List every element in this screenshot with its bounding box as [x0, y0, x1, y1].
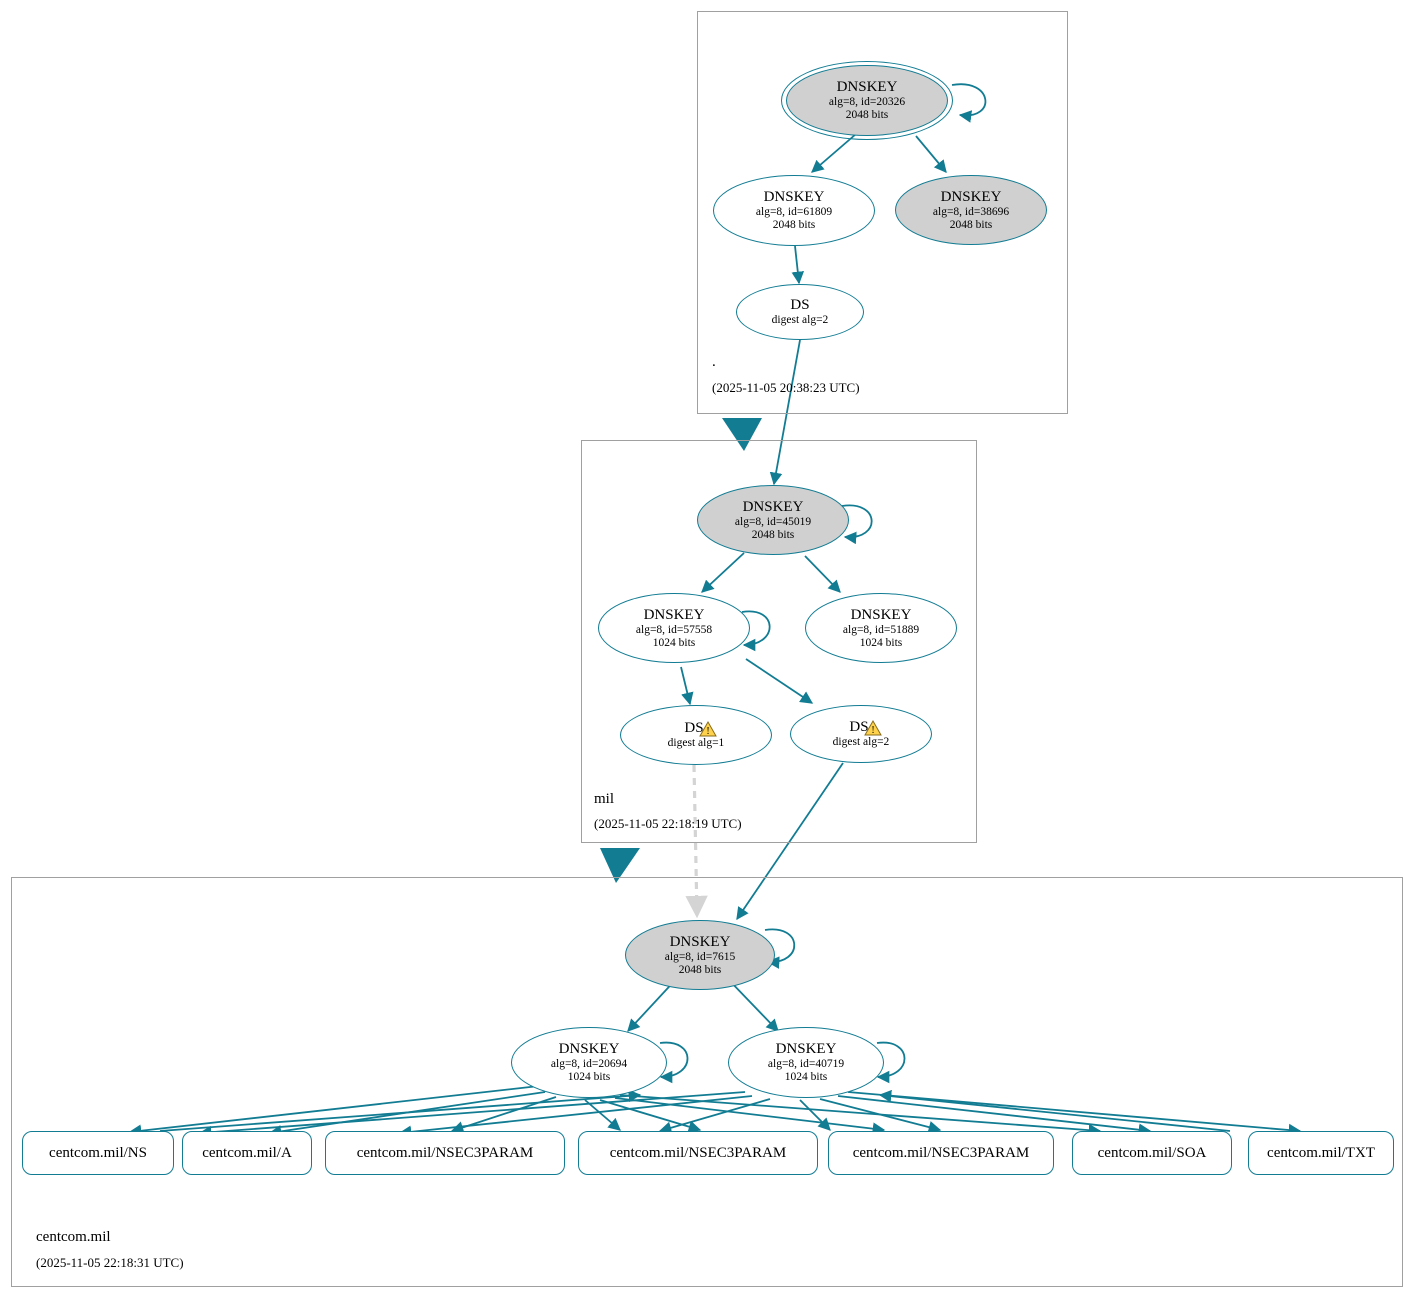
rrset-centcom-mil-soa[interactable]: [1072, 1131, 1232, 1175]
node-alg-label: alg=8, id=61809: [755, 206, 833, 218]
node-dnskey-root-38696[interactable]: [895, 175, 1047, 245]
svg-text:!: !: [870, 724, 875, 736]
node-type-label: DNSKEY: [669, 933, 731, 950]
node-type-label: DNSKEY: [850, 606, 912, 623]
rrset-centcom-mil-nsec3param-1[interactable]: [325, 1131, 565, 1175]
node-type-label: DNSKEY: [763, 189, 825, 205]
node-bits-label: 1024 bits: [859, 636, 903, 649]
node-alg-label: alg=8, id=20326: [828, 96, 906, 108]
rrset-label: centcom.mil/A: [202, 1144, 292, 1161]
rrset-centcom-mil-a[interactable]: [182, 1131, 312, 1175]
zone-label-root-name: .: [712, 354, 716, 370]
node-ds-mil-alg2[interactable]: [790, 705, 932, 763]
node-bits-label: 2048 bits: [845, 109, 889, 121]
ds-label-row: [684, 720, 710, 737]
node-bits-label: 2048 bits: [772, 219, 816, 231]
node-dnskey-root-zsk-61809[interactable]: [713, 175, 875, 246]
node-dnskey-mil-zsk-51889[interactable]: [805, 593, 957, 663]
node-type-label: DNSKEY: [558, 1041, 620, 1057]
node-bits-label: 2048 bits: [949, 218, 993, 231]
node-dnskey-centcom-zsk-40719[interactable]: [728, 1027, 884, 1098]
node-type-label: DS: [790, 297, 810, 313]
node-type-label: DNSKEY: [836, 79, 898, 95]
rrset-label: centcom.mil/NS: [49, 1144, 147, 1161]
node-alg-label: alg=8, id=38696: [932, 205, 1010, 218]
rrset-label: centcom.mil/SOA: [1097, 1144, 1207, 1161]
node-dnskey-mil-zsk-57558[interactable]: [598, 593, 750, 663]
node-type-label: DS: [849, 719, 869, 735]
rrset-centcom-mil-nsec3param-3[interactable]: [828, 1131, 1054, 1175]
node-type-label: DNSKEY: [643, 606, 705, 623]
rrset-label: centcom.mil/TXT: [1267, 1144, 1375, 1161]
zone-label-centcom-time: (2025-11-05 22:18:31 UTC): [36, 1255, 184, 1270]
node-bits-label: 2048 bits: [678, 963, 722, 976]
node-type-label: DS: [684, 720, 704, 736]
node-alg-label: alg=8, id=7615: [664, 950, 736, 963]
node-alg-label: alg=8, id=57558: [635, 623, 713, 636]
node-type-label: DNSKEY: [742, 498, 804, 515]
zone-label-mil-name: mil: [594, 791, 615, 807]
node-bits-label: 1024 bits: [567, 1071, 611, 1083]
ds-label-row: [849, 719, 875, 736]
rrset-label: centcom.mil/NSEC3PARAM: [609, 1144, 787, 1161]
rrset-label: centcom.mil/NSEC3PARAM: [356, 1144, 534, 1161]
node-alg-label: alg=8, id=45019: [734, 515, 812, 528]
zone-label-mil-time: (2025-11-05 22:18:19 UTC): [594, 816, 742, 831]
rrset-centcom-mil-txt[interactable]: [1248, 1131, 1394, 1175]
node-type-label: DNSKEY: [940, 188, 1002, 205]
node-ds-root-alg2[interactable]: [736, 284, 864, 340]
node-bits-label: 2048 bits: [751, 528, 795, 541]
zone-label-root-time: (2025-11-05 20:38:23 UTC): [712, 380, 860, 395]
rrset-label: centcom.mil/NSEC3PARAM: [852, 1144, 1030, 1161]
node-bits-label: 1024 bits: [784, 1071, 828, 1083]
node-digest-label: digest alg=1: [667, 737, 725, 749]
svg-text:!: !: [705, 725, 710, 737]
zone-label-centcom-name: centcom.mil: [36, 1229, 111, 1245]
node-digest-label: digest alg=2: [771, 314, 829, 326]
node-digest-label: digest alg=2: [832, 736, 890, 748]
node-dnskey-mil-ksk-45019[interactable]: [697, 485, 849, 555]
node-dnskey-centcom-zsk-20694[interactable]: [511, 1027, 667, 1098]
node-alg-label: alg=8, id=51889: [842, 623, 920, 636]
rrset-centcom-mil-ns[interactable]: [22, 1131, 174, 1175]
node-alg-label: alg=8, id=20694: [550, 1058, 628, 1070]
rrset-centcom-mil-nsec3param-2[interactable]: [578, 1131, 818, 1175]
node-ds-mil-alg1[interactable]: [620, 705, 772, 765]
node-bits-label: 1024 bits: [652, 636, 696, 649]
node-alg-label: alg=8, id=40719: [767, 1058, 845, 1070]
node-dnskey-centcom-ksk-7615[interactable]: [625, 920, 775, 990]
node-dnskey-root-ksk-20326[interactable]: [786, 65, 948, 136]
node-type-label: DNSKEY: [775, 1041, 837, 1057]
